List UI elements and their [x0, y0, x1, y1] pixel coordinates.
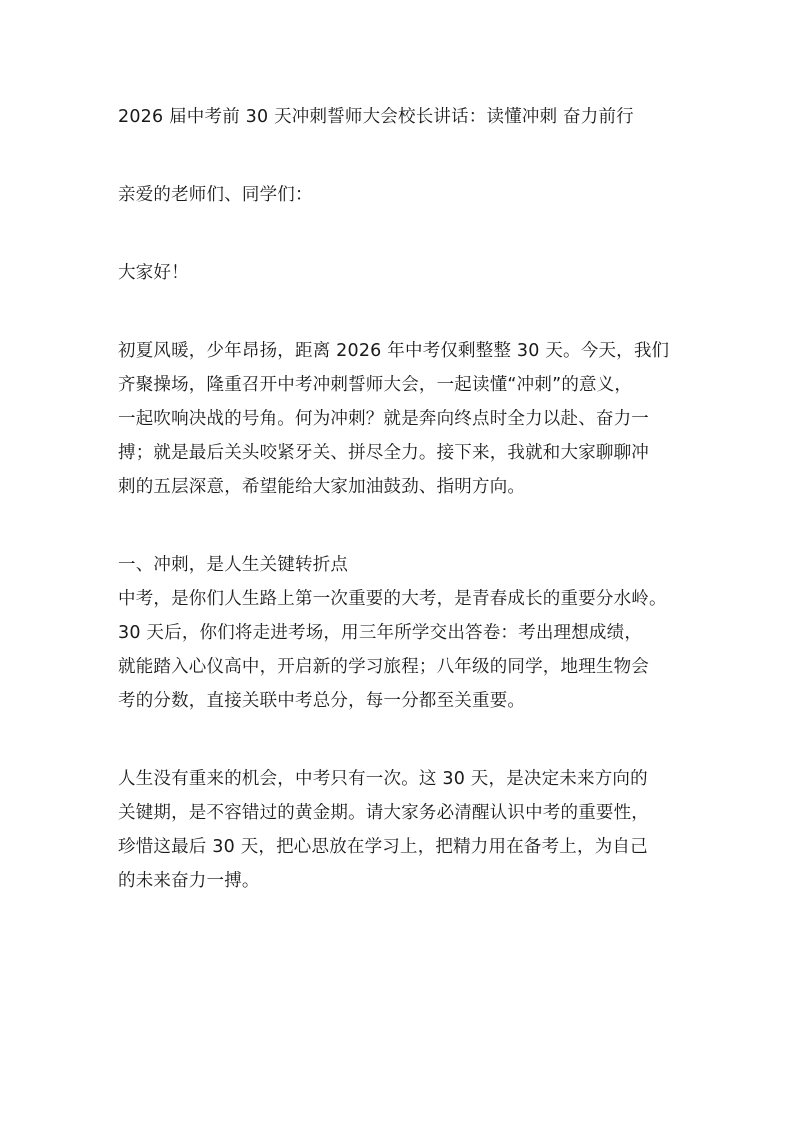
section-heading: 一、冲刺，是人生关键转折点 — [118, 555, 349, 575]
paragraph-line: 关键期，是不容错过的黄金期。请大家务必清醒认识中考的重要性， — [118, 803, 649, 823]
paragraph-line: 刺的五层深意，希望能给大家加油鼓劲、指明方向。 — [118, 477, 526, 497]
paragraph-line: 初夏风暖，少年昂扬，距离 2026 年中考仅剩整整 30 天。今天，我们 — [118, 341, 670, 361]
document-title: 2026 届中考前 30 天冲刺誓师大会校长讲话：读懂冲刺 奋力前行 — [118, 107, 634, 127]
salutation: 亲爱的老师们、同学们： — [118, 185, 313, 205]
section1-paragraph-2 — [118, 762, 684, 898]
paragraph-line: 考的分数，直接关联中考总分，每一分都至关重要。 — [118, 691, 526, 711]
paragraph-line: 中考，是你们人生路上第一次重要的大考，是青春成长的重要分水岭。 — [118, 589, 667, 609]
paragraph-line: 30 天后，你们将走进考场，用三年所学交出答卷：考出理想成绩， — [118, 623, 643, 643]
section1-paragraph-1 — [118, 582, 684, 718]
paragraph-line: 一起吹响决战的号角。何为冲刺？就是奔向终点时全力以赴、奋力一 — [118, 409, 649, 429]
paragraph-line: 齐聚操场，隆重召开中考冲刺誓师大会，一起读懂“冲刺”的意义， — [118, 375, 633, 395]
intro-paragraph — [118, 334, 684, 504]
paragraph-line: 的未来奋力一搏。 — [118, 871, 260, 891]
greeting: 大家好！ — [118, 263, 189, 283]
paragraph-line: 人生没有重来的机会，中考只有一次。这 30 天，是决定未来方向的 — [118, 769, 648, 789]
paragraph-line: 就能踏入心仪高中，开启新的学习旅程；八年级的同学，地理生物会 — [118, 657, 649, 677]
paragraph-line: 珍惜这最后 30 天，把心思放在学习上，把精力用在备考上，为自己 — [118, 837, 648, 857]
document-page — [118, 100, 684, 898]
paragraph-line: 搏；就是最后关头咬紧牙关、拼尽全力。接下来，我就和大家聊聊冲 — [118, 443, 649, 463]
